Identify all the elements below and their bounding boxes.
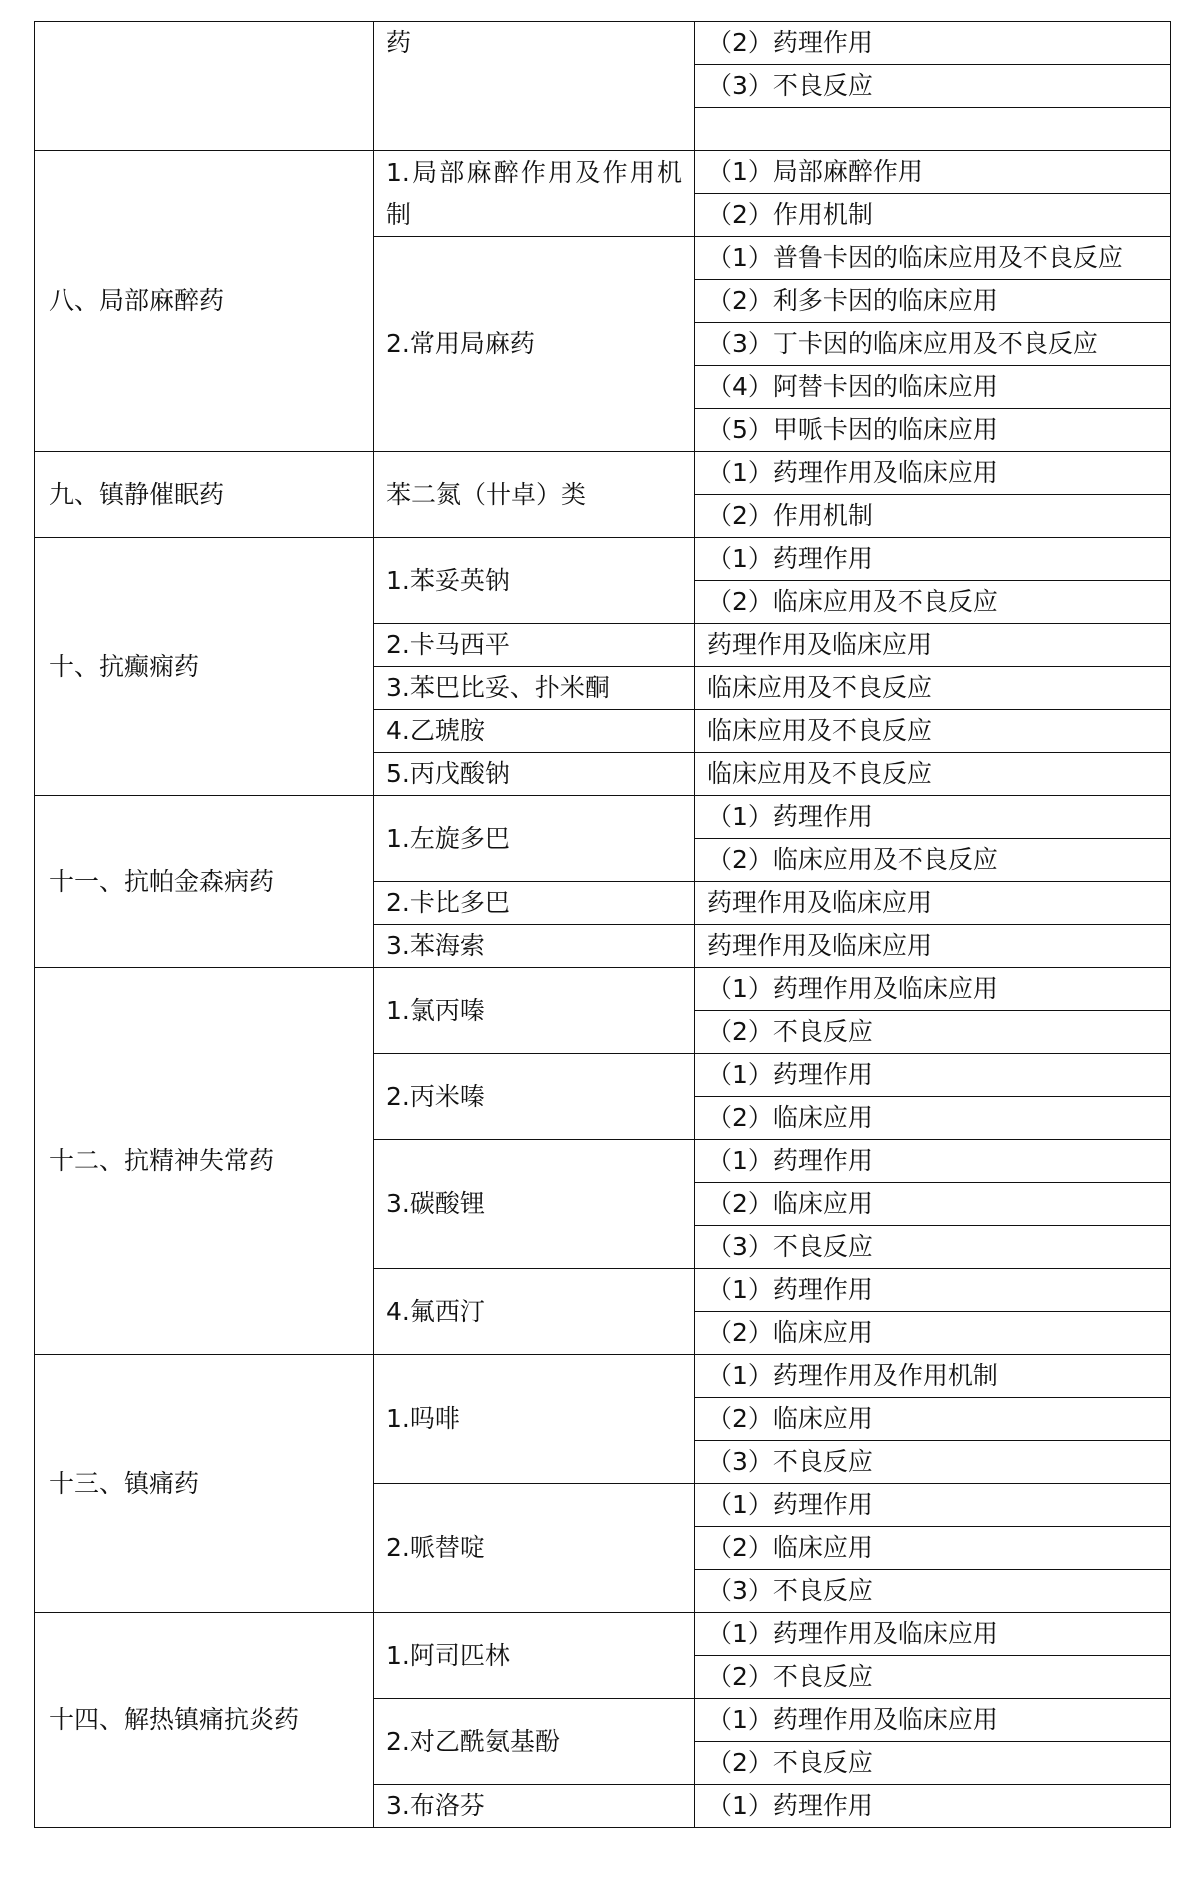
topic-cell: （2）作用机制 xyxy=(695,495,1171,538)
syllabus-table xyxy=(34,21,1171,1828)
topic-cell: 药理作用及临床应用 xyxy=(695,925,1171,968)
topic-cell: （4）阿替卡因的临床应用 xyxy=(695,366,1171,409)
category-cell: 十、抗癫痫药 xyxy=(35,538,374,796)
category-cell: 十一、抗帕金森病药 xyxy=(35,796,374,968)
drug-cell: 3.苯巴比妥、扑米酮 xyxy=(374,667,695,710)
drug-cell: 1.吗啡 xyxy=(374,1355,695,1484)
topic-cell: （2）不良反应 xyxy=(695,1011,1171,1054)
topic-cell: （2）利多卡因的临床应用 xyxy=(695,280,1171,323)
topic-cell: 临床应用及不良反应 xyxy=(695,667,1171,710)
topic-cell: （2）临床应用 xyxy=(695,1398,1171,1441)
category-cell: 十二、抗精神失常药 xyxy=(35,968,374,1355)
topic-cell: （3）不良反应 xyxy=(695,1570,1171,1613)
drug-cell: 3.碳酸锂 xyxy=(374,1140,695,1269)
topic-cell: （5）甲哌卡因的临床应用 xyxy=(695,409,1171,452)
topic-cell: （3）不良反应 xyxy=(695,1441,1171,1484)
table-row xyxy=(35,968,1171,1011)
topic-cell: （1）药理作用 xyxy=(695,1785,1171,1828)
category-cell: 十三、镇痛药 xyxy=(35,1355,374,1613)
topic-cell: （1）药理作用及临床应用 xyxy=(695,1613,1171,1656)
table-row xyxy=(35,1355,1171,1398)
drug-cell: 3.布洛芬 xyxy=(374,1785,695,1828)
drug-cell: 苯二氮（卄卓）类 xyxy=(374,452,695,538)
topic-cell: 临床应用及不良反应 xyxy=(695,710,1171,753)
topic-cell: （1）普鲁卡因的临床应用及不良反应 xyxy=(695,237,1171,280)
topic-cell: （2）临床应用及不良反应 xyxy=(695,839,1171,882)
topic-cell: （1）药理作用 xyxy=(695,1269,1171,1312)
drug-cell: 1.局部麻醉作用及作用机制 xyxy=(374,151,695,237)
topic-cell: （1）药理作用 xyxy=(695,796,1171,839)
topic-cell: （2）作用机制 xyxy=(695,194,1171,237)
syllabus-table-body xyxy=(35,22,1171,1828)
topic-cell: 药理作用及临床应用 xyxy=(695,882,1171,925)
drug-cell: 2.卡马西平 xyxy=(374,624,695,667)
table-row xyxy=(35,22,1171,65)
topic-cell: （1）药理作用 xyxy=(695,538,1171,581)
drug-cell: 药 xyxy=(374,22,695,151)
topic-cell: （1）药理作用 xyxy=(695,1140,1171,1183)
topic-cell: （1）药理作用 xyxy=(695,1054,1171,1097)
topic-cell: （2）临床应用 xyxy=(695,1527,1171,1570)
topic-cell: （1）局部麻醉作用 xyxy=(695,151,1171,194)
table-row xyxy=(35,452,1171,495)
drug-cell: 2.常用局麻药 xyxy=(374,237,695,452)
category-cell: 九、镇静催眠药 xyxy=(35,452,374,538)
drug-cell: 2.对乙酰氨基酚 xyxy=(374,1699,695,1785)
topic-cell: （2）临床应用及不良反应 xyxy=(695,581,1171,624)
category-cell: 十四、解热镇痛抗炎药 xyxy=(35,1613,374,1828)
topic-cell: （1）药理作用及临床应用 xyxy=(695,452,1171,495)
drug-cell: 3.苯海索 xyxy=(374,925,695,968)
topic-cell: （1）药理作用及作用机制 xyxy=(695,1355,1171,1398)
drug-cell: 1.苯妥英钠 xyxy=(374,538,695,624)
drug-cell: 5.丙戊酸钠 xyxy=(374,753,695,796)
topic-cell: （2）药理作用 xyxy=(695,22,1171,65)
topic-cell: （3）不良反应 xyxy=(695,1226,1171,1269)
drug-cell: 1.阿司匹林 xyxy=(374,1613,695,1699)
table-row xyxy=(35,151,1171,194)
table-row xyxy=(35,796,1171,839)
topic-cell: （2）不良反应 xyxy=(695,1742,1171,1785)
drug-cell: 4.乙琥胺 xyxy=(374,710,695,753)
topic-cell: （1）药理作用 xyxy=(695,1484,1171,1527)
topic-cell: （2）临床应用 xyxy=(695,1183,1171,1226)
drug-cell: 2.丙米嗪 xyxy=(374,1054,695,1140)
table-row xyxy=(35,538,1171,581)
topic-cell: （2）临床应用 xyxy=(695,1312,1171,1355)
table-row xyxy=(35,1613,1171,1656)
topic-cell xyxy=(695,108,1171,151)
category-cell: 八、局部麻醉药 xyxy=(35,151,374,452)
category-cell xyxy=(35,22,374,151)
topic-cell: （2）不良反应 xyxy=(695,1656,1171,1699)
topic-cell: （1）药理作用及临床应用 xyxy=(695,1699,1171,1742)
topic-cell: （2）临床应用 xyxy=(695,1097,1171,1140)
drug-cell: 2.卡比多巴 xyxy=(374,882,695,925)
drug-cell: 1.左旋多巴 xyxy=(374,796,695,882)
topic-cell: （1）药理作用及临床应用 xyxy=(695,968,1171,1011)
drug-cell: 2.哌替啶 xyxy=(374,1484,695,1613)
topic-cell: 临床应用及不良反应 xyxy=(695,753,1171,796)
topic-cell: （3）丁卡因的临床应用及不良反应 xyxy=(695,323,1171,366)
drug-cell: 1.氯丙嗪 xyxy=(374,968,695,1054)
topic-cell: （3）不良反应 xyxy=(695,65,1171,108)
topic-cell: 药理作用及临床应用 xyxy=(695,624,1171,667)
drug-cell: 4.氟西汀 xyxy=(374,1269,695,1355)
